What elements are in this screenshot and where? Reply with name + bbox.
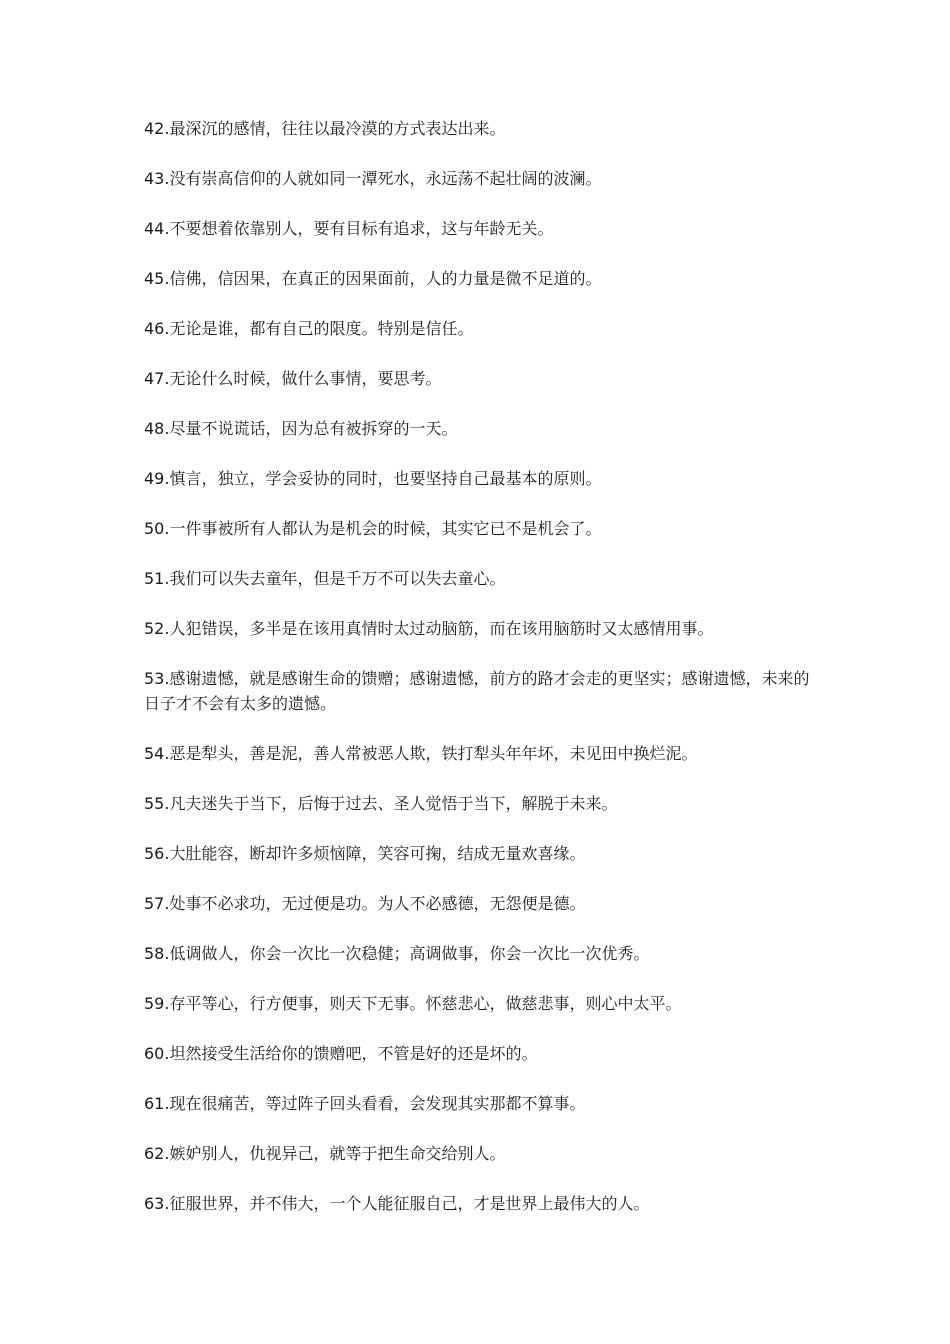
paragraph: 43.没有崇高信仰的人就如同一潭死水，永远荡不起壮阔的波澜。: [144, 169, 602, 188]
paragraph: 59.存平等心，行方便事，则天下无事。怀慈悲心，做慈悲事，则心中太平。: [144, 994, 682, 1013]
paragraph: 47.无论什么时候，做什么事情，要思考。: [144, 369, 442, 388]
paragraph: 50.一件事被所有人都认为是机会的时候，其实它已不是机会了。: [144, 519, 602, 538]
paragraph: 52.人犯错误，多半是在该用真情时太过动脑筋，而在该用脑筋时又太感情用事。: [144, 619, 714, 638]
paragraph: 45.信佛，信因果，在真正的因果面前，人的力量是微不足道的。: [144, 269, 602, 288]
paragraph: 58.低调做人，你会一次比一次稳健；高调做事，你会一次比一次优秀。: [144, 944, 650, 963]
paragraph: 54.恶是犁头，善是泥，善人常被恶人欺，铁打犁头年年坏，未见田中换烂泥。: [144, 744, 698, 763]
paragraph: 62.嫉妒别人，仇视异己，就等于把生命交给别人。: [144, 1144, 506, 1163]
paragraph: 53.感谢遗憾，就是感谢生命的馈赠；感谢遗憾，前方的路才会走的更坚实；感谢遗憾，未来的日子才不会有太多的遗憾。: [144, 669, 810, 713]
paragraph: 46.无论是谁，都有自己的限度。特别是信任。: [144, 319, 474, 338]
paragraph: 48.尽量不说谎话，因为总有被拆穿的一天。: [144, 419, 458, 438]
paragraph: 60.坦然接受生活给你的馈赠吧，不管是好的还是坏的。: [144, 1044, 538, 1063]
paragraph: 55.凡夫迷失于当下，后悔于过去、圣人觉悟于当下，解脱于未来。: [144, 794, 618, 813]
paragraph: 42.最深沉的感情，往往以最冷漠的方式表达出来。: [144, 119, 506, 138]
document-body: [144, 116, 814, 1241]
paragraph: 61.现在很痛苦，等过阵子回头看看，会发现其实那都不算事。: [144, 1094, 586, 1113]
paragraph: 49.慎言，独立，学会妥协的同时，也要坚持自己最基本的原则。: [144, 469, 602, 488]
paragraph: 57.处事不必求功，无过便是功。为人不必感德，无怨便是德。: [144, 894, 586, 913]
paragraph: 44.不要想着依靠别人，要有目标有追求，这与年龄无关。: [144, 219, 554, 238]
paragraph: 51.我们可以失去童年，但是千万不可以失去童心。: [144, 569, 506, 588]
paragraph: 56.大肚能容，断却许多烦恼障，笑容可掬，结成无量欢喜缘。: [144, 844, 586, 863]
paragraph: 63.征服世界，并不伟大，一个人能征服自己，才是世界上最伟大的人。: [144, 1194, 650, 1213]
